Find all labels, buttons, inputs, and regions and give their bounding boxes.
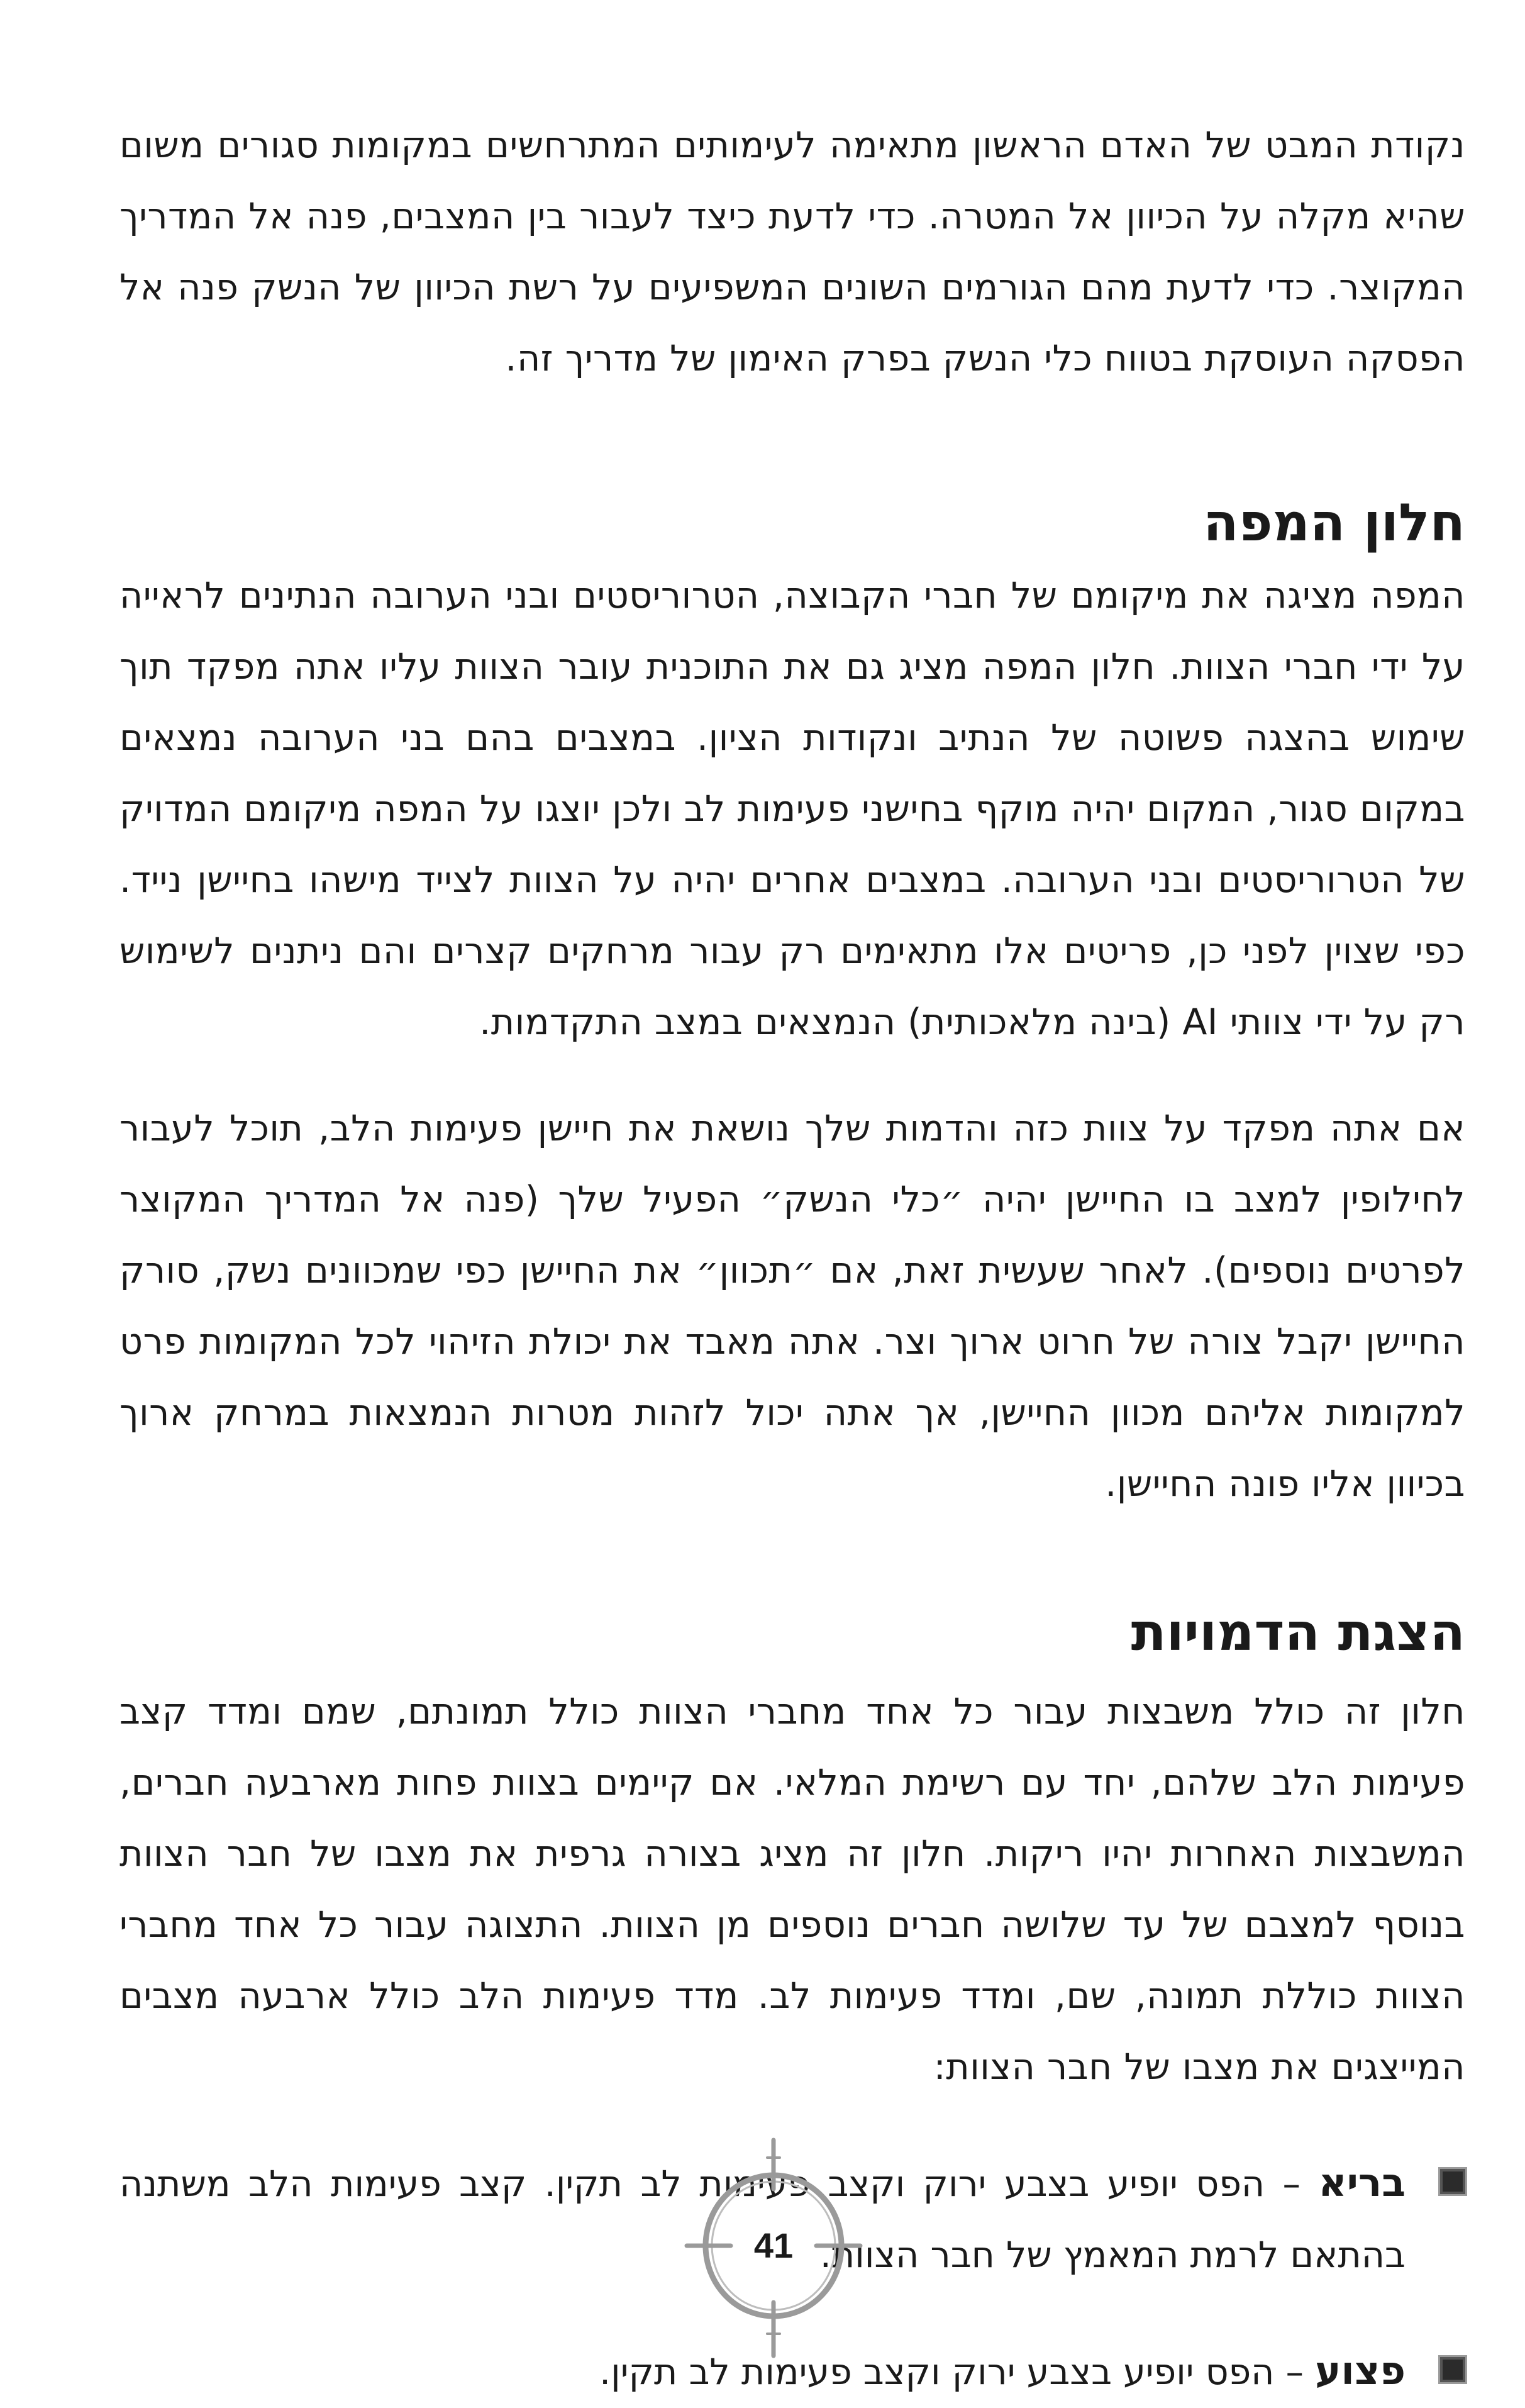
square-bullet-icon [1440, 2357, 1465, 2382]
page-content [119, 110, 1465, 2408]
bullet-text-wounded: – הפס יופיע בצבע ירוק וקצב פעימות לב תקין. [599, 2351, 1316, 2393]
bullet-term-wounded: פצוע [1315, 2348, 1406, 2394]
team-display-heading: הצגת הדמויות [1131, 1603, 1465, 1663]
bullet-text-healthy: – הפס יופיע בצבע ירוק וקצב פעימות לב תקין. קצב פעימות הלב משתנה בהתאם לרמת המאמץ של חבר הצוות. [119, 2163, 1406, 2276]
bullet-term-healthy: בריא [1318, 2160, 1406, 2205]
intro-paragraph: נקודת המבט של האדם הראשון מתאימה לעימותים המתרחשים במקומות סגורים משום שהיא מקלה על הכיוון אל המטרה. כדי לדעת כיצד לעבור בין המצבים, פנה אל המדריך המקוצר. כדי לדעת מהם הגורמים השונים המשפיעים על רשת הכיוון של הנשק פנה אל הפסקה העוסקת בטווח כלי הנשק בפרק האימון של מדריך זה. [119, 125, 1465, 379]
map-window-paragraph-1: המפה מציגה את מיקומם של חברי הקבוצה, הטרוריסטים ובני הערובה הנתינים לראייה על ידי חברי הצוות. חלון המפה מציג גם את התוכנית עובר הצוות עליו אתה מפקד תוך שימוש בהצגה פשוטה של הנתיב ונקודות הציון. במצבים בהם בני הערובה נמצאים במקום סגור, המקום יהיה מוקף בחישני פעימות לב ולכן יוצגו על המפה מיקומם המדויק של הטרוריסטים ובני הערובה. במצבים אחרים יהיה על הצוות לצייד מישהו בחיישן נייד. כפי שצוין לפני כן, פריטים אלו מתאימים רק עבור מרחקים קצרים והם ניתנים לשימוש רק על ידי צוותי AI (בינה מלאכותית) הנמצאים במצב התקדמות. [119, 575, 1465, 1043]
team-display-paragraph: חלון זה כולל משבצות עבור כל אחד מחברי הצוות כולל תמונתם, שמם ומדד קצב פעימות הלב שלהם, יחד עם רשימת המלאי. אם קיימים בצוות פחות מארבעה חברים, המשבצות האחרות יהיו ריקות. חלון זה מציג בצורה גרפית את מצבו של חבר הצוות בנוסף למצבם של עד שלושה חברים נוספים מן הצוות. התצוגה עבור כל אחד מחברי הצוות כוללת תמונה, שם, ומדד פעימות לב. מדד פעימות הלב כולל ארבעה מצבים המייצגים את מצבו של חבר הצוות: [119, 1691, 1465, 2088]
page-number-ornament [679, 2132, 868, 2365]
page-number: 41 [753, 2226, 794, 2265]
map-window-heading: חלון המפה [1203, 493, 1465, 553]
square-bullet-icon [1440, 2169, 1465, 2194]
map-window-paragraph-2: אם אתה מפקד על צוות כזה והדמות שלך נושאת את חיישן פעימות הלב, תוכל לעבור לחילופין למצב בו החיישן יהיה ״כלי הנשק״ הפעיל שלך (פנה אל המדריך המקוצר לפרטים נוספים). לאחר שעשית זאת, אם ״תכוון״ את החיישן כפי שמכוונים נשק, סורק החיישן יקבל צורה של חרוט ארוך וצר. אתה מאבד את יכולת הזיהוי לכל המקומות פרט למקומות אליהם מכוון החיישן, אך אתה יכול לזהות מטרות הנמצאות במרחק ארוך בכיוון אליו פונה החיישן. [119, 1108, 1465, 1505]
